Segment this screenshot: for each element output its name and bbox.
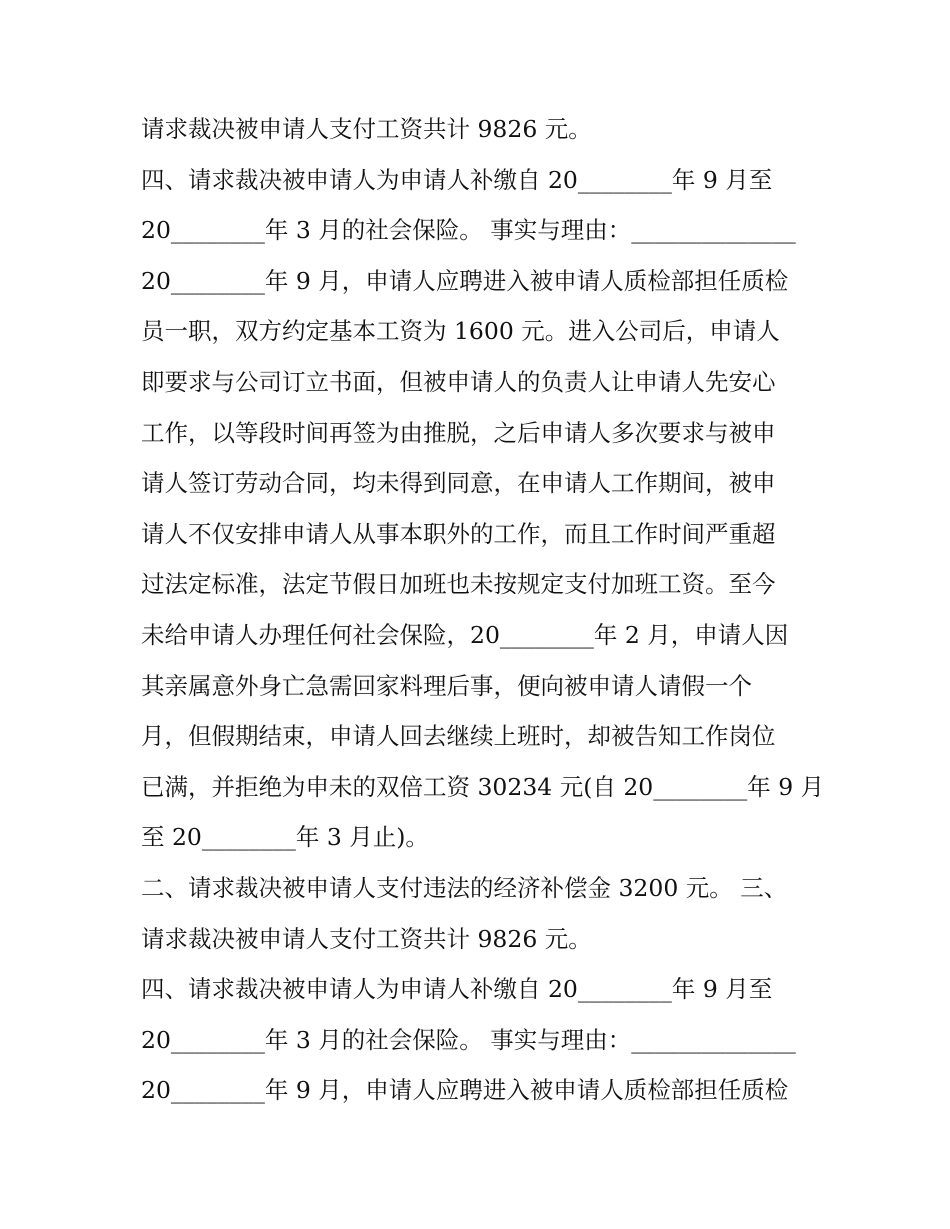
text-line: 20________年 3 月的社会保险。 事实与理由：______________ bbox=[141, 216, 796, 245]
document-body bbox=[141, 104, 831, 1116]
text-line: 即要求与公司订立书面，但被申请人的负责人让申请人先安心 bbox=[141, 367, 776, 396]
text-line: 20________年 9 月，申请人应聘进入被申请人质检部担任质检 bbox=[141, 266, 789, 295]
text-line: 请人不仅安排申请人从事本职外的工作，而且工作时间严重超 bbox=[141, 519, 776, 548]
text-line: 工作，以等段时间再签为由推脱，之后申请人多次要求与被申 bbox=[141, 418, 776, 447]
text-line: 过法定标准，法定节假日加班也未按规定支付加班工资。至今 bbox=[141, 570, 776, 599]
text-line: 四、请求裁决被申请人为申请人补缴自 20________年 9 月至 bbox=[141, 165, 773, 194]
text-line: 20________年 9 月，申请人应聘进入被申请人质检部担任质检 bbox=[141, 1076, 789, 1105]
text-line: 员一职，双方约定基本工资为 1600 元。进入公司后，申请人 bbox=[141, 317, 780, 346]
text-line: 四、请求裁决被申请人为申请人补缴自 20________年 9 月至 bbox=[141, 975, 773, 1004]
text-line: 请人签订劳动合同，均未得到同意，在申请人工作期间，被申 bbox=[141, 469, 776, 498]
text-line: 未给申请人办理任何社会保险，20________年 2 月，申请人因 bbox=[141, 620, 789, 649]
text-line: 20________年 3 月的社会保险。 事实与理由：______________ bbox=[141, 1025, 796, 1054]
text-line: 已满，并拒绝为申未的双倍工资 30234 元(自 20________年 9 月 bbox=[141, 772, 825, 801]
text-line: 月，但假期结束，申请人回去继续上班时，却被告知工作岗位 bbox=[141, 722, 776, 751]
text-line: 二、请求裁决被申请人支付违法的经济补偿金 3200 元。 三、 bbox=[141, 873, 788, 902]
text-line: 请求裁决被申请人支付工资共计 9826 元。 bbox=[141, 924, 592, 953]
text-line: 至 20________年 3 月止)。 bbox=[141, 823, 429, 852]
text-line: 其亲属意外身亡急需回家料理后事，便向被申请人请假一个 bbox=[141, 671, 752, 700]
text-line: 请求裁决被申请人支付工资共计 9826 元。 bbox=[141, 115, 592, 143]
